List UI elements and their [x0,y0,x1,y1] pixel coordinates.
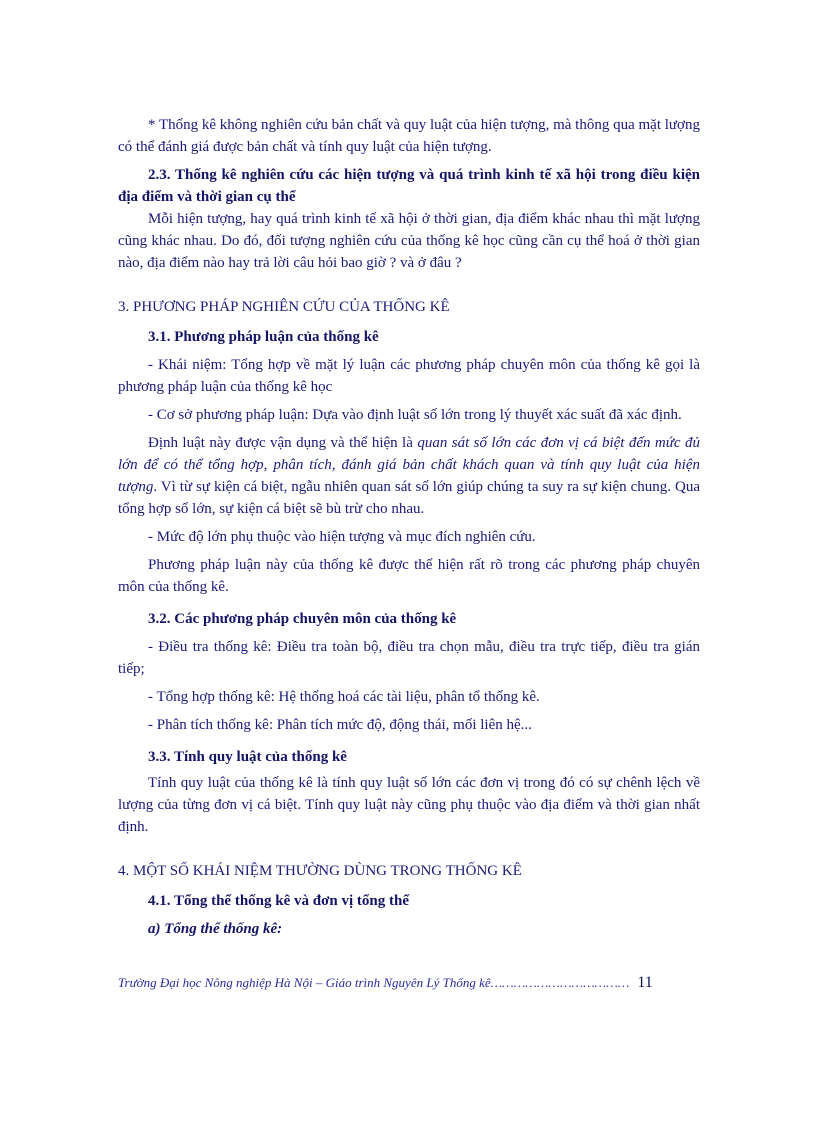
section-3-title: 3. PHƯƠNG PHÁP NGHIÊN CỨU CỦA THỐNG KÊ [118,299,450,315]
section-4-title: 4. MỘT SỐ KHÁI NIỆM THƯỜNG DÙNG TRONG THỐNG KÊ [118,863,522,879]
heading-4-1-a: a) Tổng thể thống kê: [148,921,283,937]
paragraph: - Cơ sở phương pháp luận: Dựa vào định luật số lớn trong lý thuyết xác suất đã xác định. [148,407,682,423]
heading-3-3: 3.3. Tính quy luật của thống kê [148,749,347,765]
paragraph: * Thống kê không nghiên cứu bản chất và quy luật của hiện tượng, mà thông qua mặt lượng có thể đánh giá được bản chất và tính quy luật của hiện tượng. [118,117,700,155]
page-footer [118,974,700,992]
paragraph: - Mức độ lớn phụ thuộc vào hiện tượng và mục đích nghiên cứu. [148,529,536,545]
paragraph: - Điều tra thống kê: Điều tra toàn bộ, điều tra chọn mẫu, điều tra trực tiếp, điều tra gián tiếp; [118,639,700,677]
paragraph: - Khái niệm: Tổng hợp về mặt lý luận các phương pháp chuyên môn của thống kê gọi là phương pháp luận của thống kê học [118,357,700,395]
text-run: Định luật này được vận dụng và thể hiện là [148,435,418,451]
heading-4-1: 4.1. Tổng thể thống kê và đơn vị tổng thể [148,893,409,909]
page-number: 11 [637,974,653,991]
footer-text: Trường Đại học Nông nghiệp Hà Nội – Giáo trình Nguyên Lý Thống kê……………………………… [118,975,630,990]
paragraph: Mỗi hiện tượng, hay quá trình kinh tế xã hội ở thời gian, địa điểm khác nhau thì mặt lượng cũng khác nhau. Do đó, đối tượng nghiên cứu của thống kê học cũng cần cụ thể hoá ở thời gian nào, địa điểm nào hay trả lời câu hỏi bao giờ ? và ở đâu ? [118,211,700,271]
paragraph: - Phân tích thống kê: Phân tích mức độ, động thái, mối liên hệ... [148,717,532,733]
heading-3-1: 3.1. Phương pháp luận của thống kê [148,329,379,345]
paragraph: Phương pháp luận này của thống kê được thể hiện rất rõ trong các phương pháp chuyên môn của thống kê. [118,557,700,595]
heading-2-3: 2.3. Thống kê nghiên cứu các hiện tượng và quá trình kinh tế xã hội trong điều kiện địa điểm và thời gian cụ thể [118,167,700,205]
paragraph: - Tổng hợp thống kê: Hệ thống hoá các tài liệu, phân tổ thống kê. [148,689,540,705]
text-run: . Vì từ sự kiện cá biệt, ngẫu nhiên quan sát số lớn giúp chúng ta suy ra sự kiện chung. Qua tổng hợp số lớn, sự kiện cá biệt sẽ bù trừ cho nhau. [118,479,700,517]
heading-3-2: 3.2. Các phương pháp chuyên môn của thống kê [148,611,457,627]
paragraph: Tính quy luật của thống kê là tính quy luật số lớn các đơn vị trong đó có sự chênh lệch về lượng của từng đơn vị cá biệt. Tính quy luật này cũng phụ thuộc vào địa điểm và thời gian nhất định. [118,775,700,835]
italic-text: quan sát số lớn các đơn vị cá biệt đến mức đủ lớn để có thể tổng hợp, phân tích, đánh giá bản chất khách quan và tính quy luật của hiện tượng [118,435,701,495]
paragraph [118,432,700,520]
page-body [118,114,700,940]
